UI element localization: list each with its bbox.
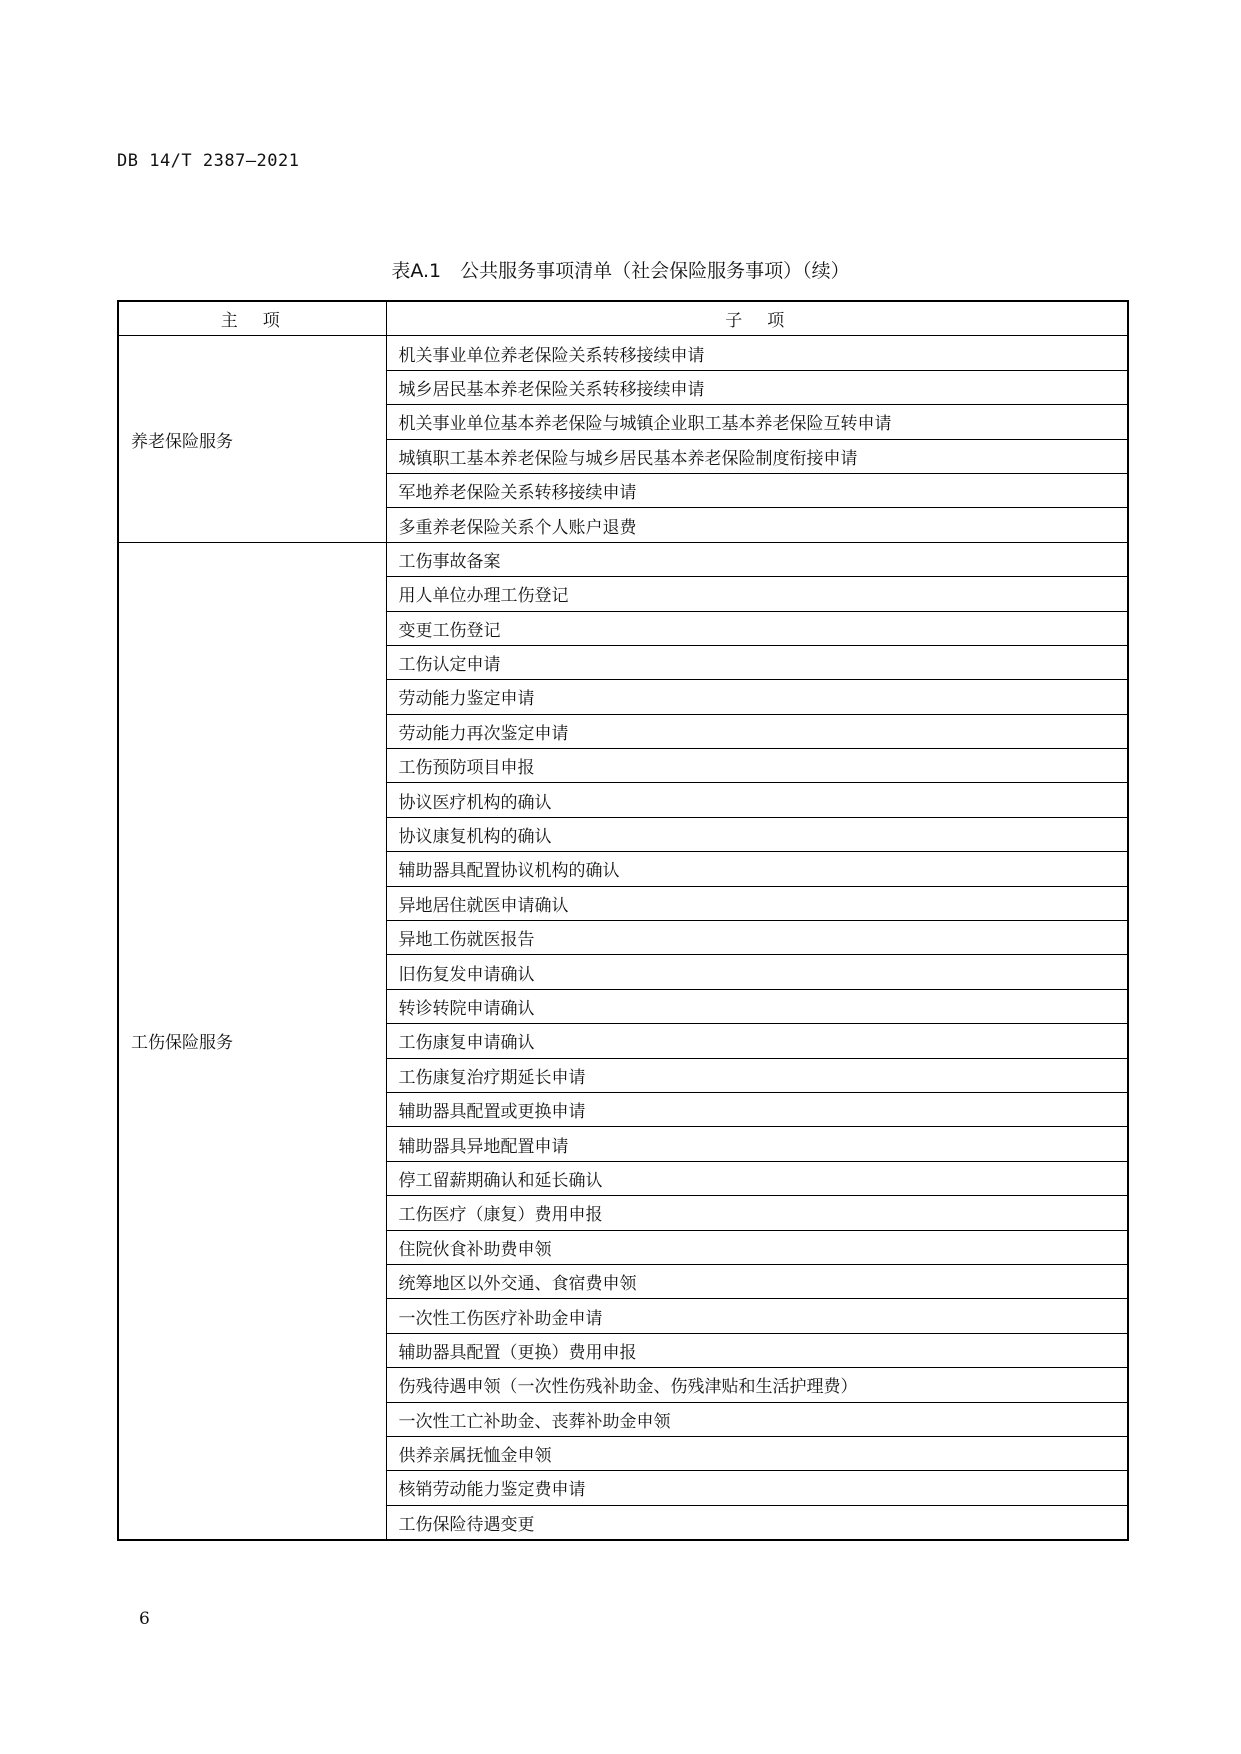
table-body [118, 336, 1128, 1540]
sub-item-cell: 异地居住就医申请确认 [386, 886, 1128, 920]
sub-item-cell: 旧伤复发申请确认 [386, 955, 1128, 989]
header-sub: 子 项 [386, 301, 1128, 336]
sub-item-cell: 机关事业单位基本养老保险与城镇企业职工基本养老保险互转申请 [386, 405, 1128, 439]
sub-item-cell: 停工留薪期确认和延长确认 [386, 1161, 1128, 1195]
sub-item-cell: 工伤康复治疗期延长申请 [386, 1058, 1128, 1092]
sub-item-cell: 城镇职工基本养老保险与城乡居民基本养老保险制度衔接申请 [386, 439, 1128, 473]
sub-item-cell: 伤残待遇申领（一次性伤残补助金、伤残津贴和生活护理费） [386, 1368, 1128, 1402]
sub-item-cell: 劳动能力鉴定申请 [386, 680, 1128, 714]
sub-item-cell: 转诊转院申请确认 [386, 989, 1128, 1023]
sub-item-cell: 工伤预防项目申报 [386, 749, 1128, 783]
sub-item-cell: 一次性工亡补助金、丧葬补助金申领 [386, 1402, 1128, 1436]
sub-item-cell: 辅助器具配置协议机构的确认 [386, 852, 1128, 886]
sub-item-cell: 住院伙食补助费申领 [386, 1230, 1128, 1264]
table-title: 表A.1 公共服务事项清单（社会保险服务事项）（续） [391, 260, 850, 282]
header-main: 主 项 [118, 301, 386, 336]
sub-item-cell: 工伤保险待遇变更 [386, 1505, 1128, 1540]
main-item-cell: 养老保险服务 [118, 336, 386, 542]
sub-item-cell: 工伤医疗（康复）费用申报 [386, 1196, 1128, 1230]
sub-item-cell: 机关事业单位养老保险关系转移接续申请 [386, 336, 1128, 370]
sub-item-cell: 工伤康复申请确认 [386, 1024, 1128, 1058]
document-code: DB 14/T 2387—2021 [117, 151, 300, 171]
sub-item-cell: 变更工伤登记 [386, 611, 1128, 645]
sub-item-cell: 多重养老保险关系个人账户退费 [386, 508, 1128, 542]
sub-item-cell: 工伤事故备案 [386, 542, 1128, 576]
sub-item-cell: 辅助器具异地配置申请 [386, 1127, 1128, 1161]
main-item-cell: 工伤保险服务 [118, 542, 386, 1540]
sub-item-cell: 统筹地区以外交通、食宿费申领 [386, 1264, 1128, 1298]
sub-item-cell: 一次性工伤医疗补助金申请 [386, 1299, 1128, 1333]
sub-item-cell: 劳动能力再次鉴定申请 [386, 714, 1128, 748]
sub-item-cell: 用人单位办理工伤登记 [386, 577, 1128, 611]
service-items-table [117, 300, 1129, 1541]
sub-item-cell: 核销劳动能力鉴定费申请 [386, 1471, 1128, 1505]
sub-item-cell: 供养亲属抚恤金申领 [386, 1436, 1128, 1470]
sub-item-cell: 军地养老保险关系转移接续申请 [386, 473, 1128, 507]
sub-item-cell: 协议医疗机构的确认 [386, 783, 1128, 817]
sub-item-cell: 工伤认定申请 [386, 645, 1128, 679]
table-row [118, 336, 1128, 370]
sub-item-cell: 辅助器具配置（更换）费用申报 [386, 1333, 1128, 1367]
sub-item-cell: 城乡居民基本养老保险关系转移接续申请 [386, 370, 1128, 404]
table-header-row [118, 301, 1128, 336]
page-number: 6 [139, 1609, 150, 1629]
table-row [118, 542, 1128, 576]
sub-item-cell: 辅助器具配置或更换申请 [386, 1092, 1128, 1126]
sub-item-cell: 异地工伤就医报告 [386, 921, 1128, 955]
sub-item-cell: 协议康复机构的确认 [386, 817, 1128, 851]
